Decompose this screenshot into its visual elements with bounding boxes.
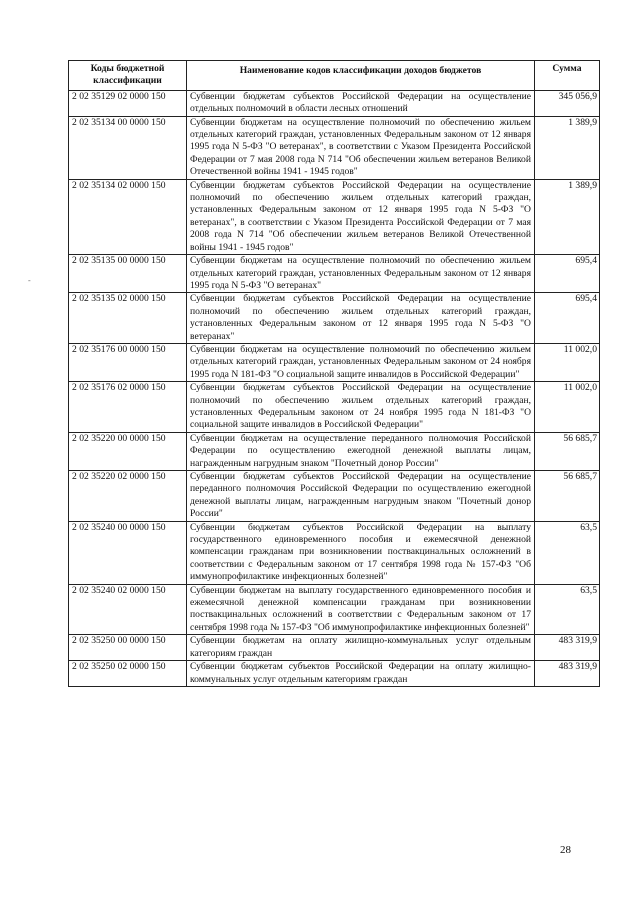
header-code: Коды бюджетной классификации: [69, 61, 187, 91]
table-row: [69, 90, 600, 116]
cell-code: 2 02 35135 02 0000 150: [69, 293, 187, 344]
cell-name: Субвенции бюджетам субъектов Российской Федерации на оплату жилищно-коммунальных услуг отдельным категориям граждан: [187, 661, 535, 687]
cell-amount: 11 002,0: [535, 382, 600, 433]
cell-code: 2 02 35220 00 0000 150: [69, 432, 187, 470]
cell-amount: 11 002,0: [535, 343, 600, 381]
cell-name: Субвенции бюджетам субъектов Российской Федерации на осуществление полномочий по обеспечению жильем отдельных категорий граждан, установленных Федеральным законом от 24 ноября 1995 года N 181-ФЗ "О социальной защите инвалидов в Российской Федерации": [187, 382, 535, 433]
cell-amount: 483 319,9: [535, 661, 600, 687]
table-row: [69, 432, 600, 470]
table-body: [69, 90, 600, 686]
page-number: 28: [560, 844, 571, 856]
table-row: [69, 661, 600, 687]
cell-code: 2 02 35240 00 0000 150: [69, 521, 187, 584]
cell-code: 2 02 35135 00 0000 150: [69, 255, 187, 293]
table-row: [69, 179, 600, 254]
table-header-row: [69, 61, 600, 91]
cell-amount: 56 685,7: [535, 471, 600, 522]
table-row: [69, 116, 600, 179]
cell-amount: 483 319,9: [535, 635, 600, 661]
cell-name: Субвенции бюджетам субъектов Российской Федерации на выплату государственного единовременного пособия и ежемесячной денежной компенсации гражданам при возникновении поствакцинальных осложнений в соответствии с Федеральным законом от 17 сентября 1998 года № 157-ФЗ "Об иммунопрофилактике инфекционных болезней": [187, 521, 535, 584]
cell-code: 2 02 35134 02 0000 150: [69, 179, 187, 254]
cell-name: Субвенции бюджетам на осуществление полномочий по обеспечению жильем отдельных категорий граждан, установленных Федеральным законом от 24 ноября 1995 года N 181-ФЗ "О социальной защите инвалидов в Российской Федерации": [187, 343, 535, 381]
cell-name: Субвенции бюджетам субъектов Российской Федерации на осуществление отдельных полномочий в области лесных отношений: [187, 90, 535, 116]
cell-amount: 56 685,7: [535, 432, 600, 470]
header-name: Наименование кодов классификации доходов бюджетов: [187, 61, 535, 91]
margin-mark: -: [28, 276, 31, 285]
cell-amount: 695,4: [535, 255, 600, 293]
budget-revenue-table: [68, 60, 600, 687]
cell-amount: 1 389,9: [535, 116, 600, 179]
cell-name: Субвенции бюджетам на выплату государственного единовременного пособия и ежемесячной денежной компенсации гражданам при возникновении поствакцинальных осложнений в соответствии с Федеральным законом от 17 сентября 1998 года № 157-ФЗ "Об иммунопрофилактике инфекционных болезней": [187, 584, 535, 635]
table-row: [69, 471, 600, 522]
table-row: [69, 382, 600, 433]
cell-code: 2 02 35176 00 0000 150: [69, 343, 187, 381]
cell-amount: 695,4: [535, 293, 600, 344]
cell-amount: 63,5: [535, 521, 600, 584]
table-row: [69, 343, 600, 381]
cell-name: Субвенции бюджетам субъектов Российской Федерации на осуществление полномочий по обеспечению жильем отдельных категорий граждан, установленных Федеральным законом от 12 января 1995 года N 5-ФЗ "О ветеранах", в соответствии с Указом Президента Российской Федерации от 7 мая 2008 года N 714 "Об обеспечении жильем ветеранов Великой Отечественной войны 1941 - 1945 годов": [187, 179, 535, 254]
cell-amount: 63,5: [535, 584, 600, 635]
cell-name: Субвенции бюджетам на оплату жилищно-коммунальных услуг отдельным категориям граждан: [187, 635, 535, 661]
table-row: [69, 521, 600, 584]
cell-code: 2 02 35250 02 0000 150: [69, 661, 187, 687]
cell-code: 2 02 35129 02 0000 150: [69, 90, 187, 116]
cell-name: Субвенции бюджетам субъектов Российской Федерации на осуществление переданного полномочия Российской Федерации по осуществлению ежегодной денежной выплаты лицам, награжденным нагрудным знаком "Почетный донор России": [187, 471, 535, 522]
cell-name: Субвенции бюджетам на осуществление переданного полномочия Российской Федерации по осуществлению ежегодной денежной выплаты лицам, награжденным нагрудным знаком "Почетный донор России": [187, 432, 535, 470]
table-row: [69, 293, 600, 344]
cell-code: 2 02 35134 00 0000 150: [69, 116, 187, 179]
cell-code: 2 02 35220 02 0000 150: [69, 471, 187, 522]
cell-name: Субвенции бюджетам на осуществление полномочий по обеспечению жильем отдельных категорий граждан, установленных Федеральным законом от 12 января 1995 года N 5-ФЗ "О ветеранах": [187, 255, 535, 293]
cell-code: 2 02 35250 00 0000 150: [69, 635, 187, 661]
cell-amount: 345 056,9: [535, 90, 600, 116]
table-row: [69, 635, 600, 661]
cell-code: 2 02 35240 02 0000 150: [69, 584, 187, 635]
table-row: [69, 255, 600, 293]
cell-name: Субвенции бюджетам субъектов Российской Федерации на осуществление полномочий по обеспечению жильем отдельных категорий граждан, установленных Федеральным законом от 12 января 1995 года N 5-ФЗ "О ветеранах": [187, 293, 535, 344]
header-sum: Сумма: [535, 61, 600, 91]
cell-amount: 1 389,9: [535, 179, 600, 254]
table-row: [69, 584, 600, 635]
cell-name: Субвенции бюджетам на осуществление полномочий по обеспечению жильем отдельных категорий граждан, установленных Федеральным законом от 12 января 1995 года N 5-ФЗ "О ветеранах", в соответствии с Указом Президента Российской Федерации от 7 мая 2008 года N 714 "Об обеспечении жильем ветеранов Великой Отечественной войны 1941 - 1945 годов": [187, 116, 535, 179]
cell-code: 2 02 35176 02 0000 150: [69, 382, 187, 433]
